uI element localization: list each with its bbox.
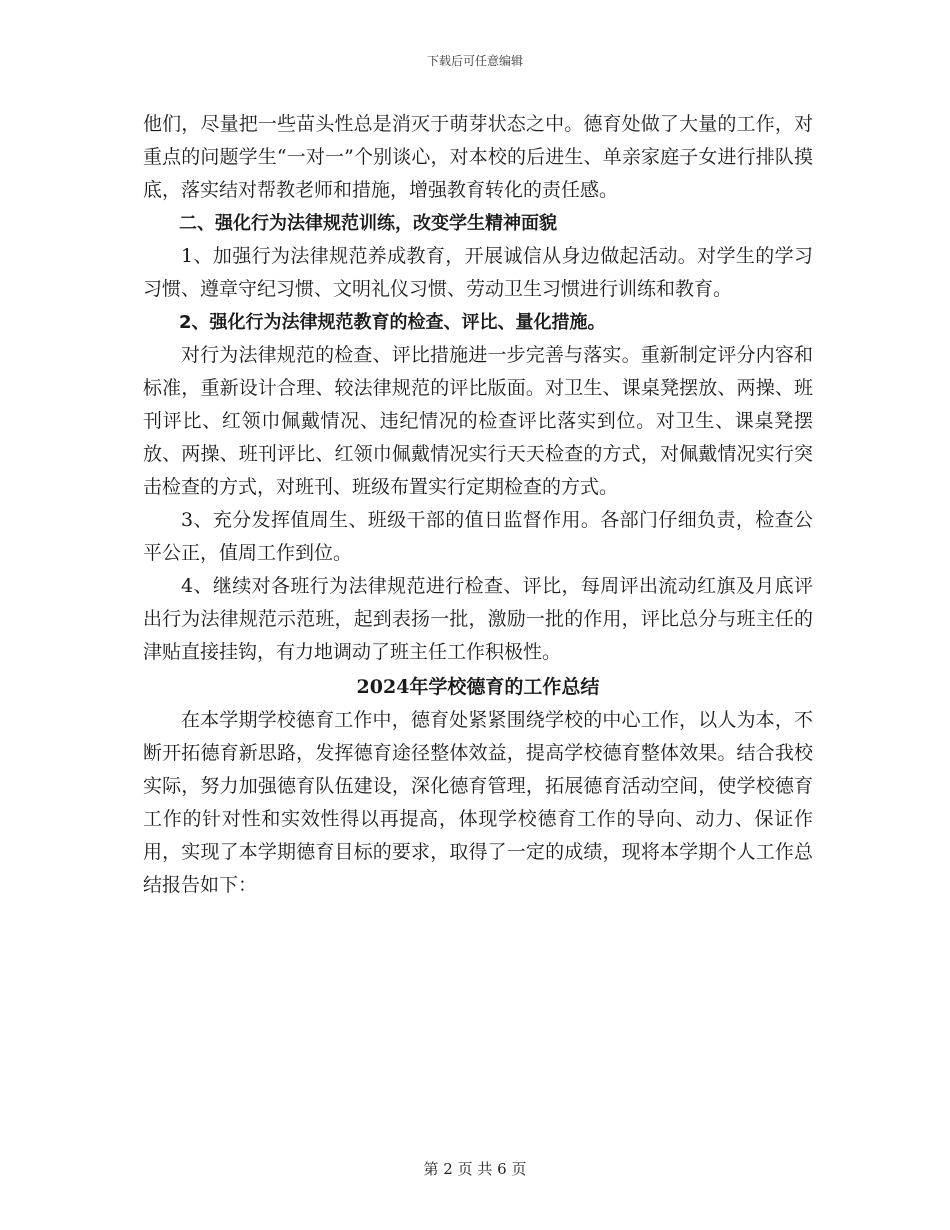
subsection-heading-2: 2、强化行为法律规范教育的检查、评比、量化措施。 <box>179 312 606 333</box>
paragraph-6: 在本学期学校德育工作中，德育处紧紧围绕学校的中心工作，以人为本，不断开拓德育新思路，发挥德育途径整体效益，提高学校德育整体效果。结合我校实际，努力加强德育队伍建设，深化德育管理，拓展德育活动空间，使学校德育工作的针对性和实效性得以再提高，体现学校德育工作的导向、动力、保证作用，实现了本学期德育目标的要求，取得了一定的成绩，现将本学期个人工作总结报告如下： <box>143 709 813 896</box>
page-number: 第 2 页 共 6 页 <box>423 1160 527 1178</box>
paragraph-2: 1、加强行为法律规范养成教育，开展诚信从身边做起活动。对学生的学习习惯、遵章守纪习惯、文明礼仪习惯、劳动卫生习惯进行训练和教育。 <box>143 245 813 300</box>
document-title: 2024年学校德育的工作总结 <box>356 676 600 698</box>
paragraph-5: 4、继续对各班行为法律规范进行检查、评比，每周评出流动红旗及月底评出行为法律规范示范班，起到表扬一批，激励一批的作用，评比总分与班主任的津贴直接挂钩，有力地调动了班主任工作积极性。 <box>143 575 813 663</box>
paragraph-4: 3、充分发挥值周生、班级干部的值日监督作用。各部门仔细负责，检查公平公正，值周工作到位。 <box>143 509 813 564</box>
document-body <box>143 108 813 902</box>
paragraph-3: 对行为法律规范的检查、评比措施进一步完善与落实。重新制定评分内容和标准，重新设计合理、较法律规范的评比版面。对卫生、课桌凳摆放、两操、班刊评比、红领巾佩戴情况、违纪情况的检查评比落实到位。对卫生、课桌凳摆放、两操、班刊评比、红领巾佩戴情况实行天天检查的方式，对佩戴情况实行突击检查的方式，对班刊、班级布置实行定期检查的方式。 <box>143 344 813 498</box>
paragraph-1: 他们，尽量把一些苗头性总是消灭于萌芽状态之中。德育处做了大量的工作，对重点的问题学生“一对一”个别谈心，对本校的后进生、单亲家庭子女进行排队摸底，落实结对帮教老师和措施，增强教育转化的责任感。 <box>143 113 813 201</box>
section-heading-2: 二、强化行为法律规范训练，改变学生精神面貌 <box>179 213 557 234</box>
header-note: 下载后可任意编辑 <box>426 54 523 68</box>
